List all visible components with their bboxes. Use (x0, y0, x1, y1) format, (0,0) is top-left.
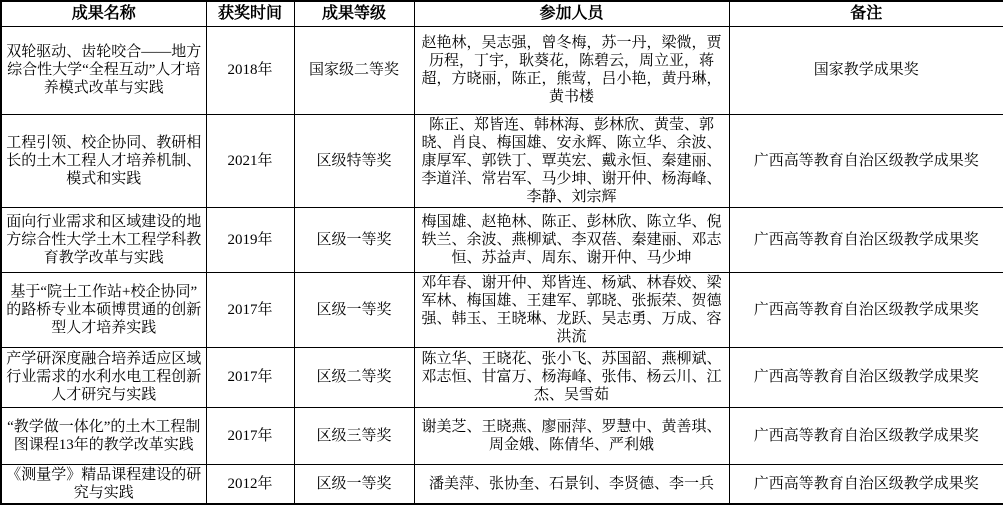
header-award-year: 获奖时间 (206, 1, 294, 26)
achievement-name-cell: 基于“院士工作站+校企协同”的路桥专业本硕博贯通的创新型人才培养实践 (1, 272, 206, 347)
participants-cell: 潘美萍、张协奎、石景钊、李贤德、李一兵 (414, 464, 729, 504)
table-row (1, 464, 1003, 504)
award-level-cell: 国家级二等奖 (294, 26, 414, 114)
participants-cell: 梅国雄、赵艳林、陈正、彭林欣、陈立华、倪轶兰、余波、燕柳斌、李双蓓、秦建丽、邓志恒、苏益声、周东、谢开仲、马少坤 (414, 207, 729, 272)
award-level-cell: 区级一等奖 (294, 207, 414, 272)
award-level-cell: 区级一等奖 (294, 272, 414, 347)
header-row (1, 1, 1003, 26)
remark-cell: 广西高等教育自治区级教学成果奖 (729, 114, 1003, 207)
header-remark: 备注 (729, 1, 1003, 26)
award-level-cell: 区级一等奖 (294, 464, 414, 504)
achievement-name-cell: “教学做一体化”的土木工程制图课程13年的教学改革实践 (1, 407, 206, 464)
award-year-cell: 2019年 (206, 207, 294, 272)
award-level-cell: 区级特等奖 (294, 114, 414, 207)
award-level-cell: 区级三等奖 (294, 407, 414, 464)
remark-cell: 广西高等教育自治区级教学成果奖 (729, 207, 1003, 272)
header-participants: 参加人员 (414, 1, 729, 26)
achievement-name-cell: 工程引领、校企协同、教研相长的土木工程人才培养机制、模式和实践 (1, 114, 206, 207)
award-year-cell: 2017年 (206, 347, 294, 407)
award-year-cell: 2021年 (206, 114, 294, 207)
table-header (1, 1, 1003, 26)
remark-cell: 广西高等教育自治区级教学成果奖 (729, 347, 1003, 407)
achievement-name-cell: 面向行业需求和区域建设的地方综合性大学土木工程学科教育教学改革与实践 (1, 207, 206, 272)
remark-cell: 国家教学成果奖 (729, 26, 1003, 114)
participants-cell: 陈正、郑皆连、韩林海、彭林欣、黄莹、郭晓、肖良、梅国雄、安永辉、陈立华、余波、康厚军、郭铁丁、覃英宏、戴永恒、秦建丽、李道洋、常岩军、马少坤、谢开仲、杨海峰、李静、刘宗辉 (414, 114, 729, 207)
header-award-level: 成果等级 (294, 1, 414, 26)
award-year-cell: 2018年 (206, 26, 294, 114)
header-achievement-name: 成果名称 (1, 1, 206, 26)
award-year-cell: 2017年 (206, 272, 294, 347)
achievement-name-cell: 双轮驱动、齿轮咬合——地方综合性大学“全程互动”人才培养模式改革与实践 (1, 26, 206, 114)
table-row (1, 272, 1003, 347)
achievement-name-cell: 《测量学》精品课程建设的研究与实践 (1, 464, 206, 504)
table-body (1, 26, 1003, 504)
award-year-cell: 2012年 (206, 464, 294, 504)
remark-cell: 广西高等教育自治区级教学成果奖 (729, 464, 1003, 504)
participants-cell: 谢美芝、王晓燕、廖丽萍、罗慧中、黄善琪、周金娥、陈倩华、严利娥 (414, 407, 729, 464)
participants-cell: 赵艳林，吴志强，曾冬梅，苏一丹，梁微，贾历程，丁宇，耿葵花，陈碧云，周立亚，蒋超，方晓丽，陈正，熊莺，吕小艳，黄丹琳，黄书楼 (414, 26, 729, 114)
achievement-name-cell: 产学研深度融合培养适应区域行业需求的水利水电工程创新人才研究与实践 (1, 347, 206, 407)
remark-cell: 广西高等教育自治区级教学成果奖 (729, 272, 1003, 347)
table-row (1, 26, 1003, 114)
participants-cell: 邓年春、谢开仲、郑皆连、杨斌、林春姣、梁军林、梅国雄、王建军、郭晓、张振荣、贺德强、韩玉、王晓琳、龙跃、吴志勇、万成、容洪流 (414, 272, 729, 347)
award-year-cell: 2017年 (206, 407, 294, 464)
table-row (1, 347, 1003, 407)
participants-cell: 陈立华、王晓花、张小飞、苏国韶、燕柳斌、邓志恒、甘富万、杨海峰、张伟、杨云川、江杰、吴雪茹 (414, 347, 729, 407)
table-row (1, 114, 1003, 207)
remark-cell: 广西高等教育自治区级教学成果奖 (729, 407, 1003, 464)
table-row (1, 407, 1003, 464)
table-row (1, 207, 1003, 272)
award-level-cell: 区级二等奖 (294, 347, 414, 407)
